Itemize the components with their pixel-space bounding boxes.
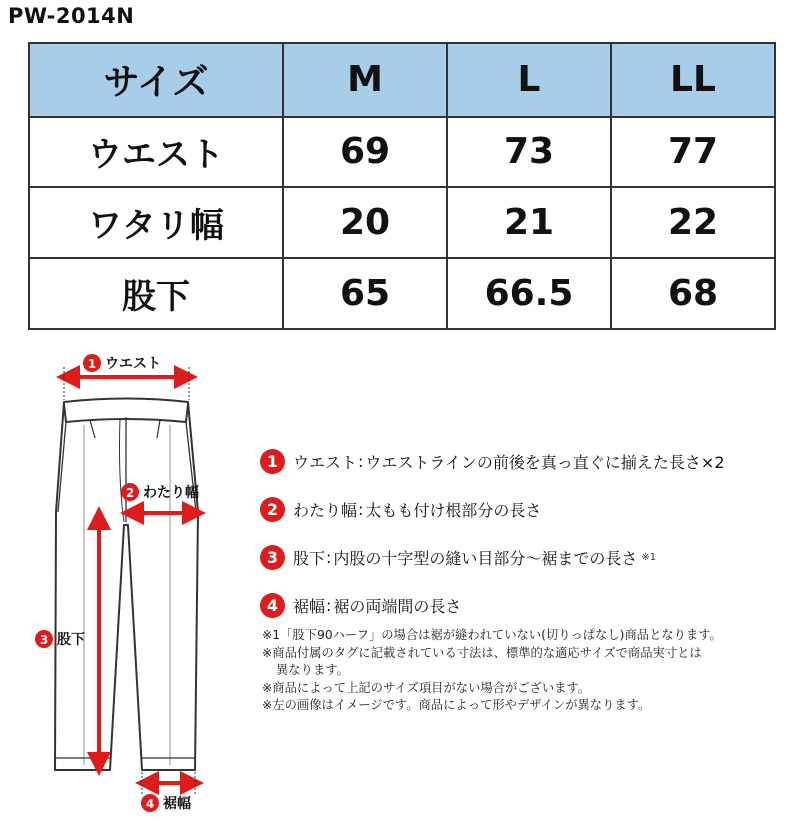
list-item <box>260 496 790 522</box>
diagram-label-waist: ウエスト <box>105 356 161 372</box>
table-cell: 65 <box>283 258 447 329</box>
table-cell: 66.5 <box>447 258 611 329</box>
note-line: ※1「股下90ハーフ」の場合は裾が縫われていない(切りっぱなし)商品となります。 <box>262 628 722 642</box>
number-3-icon: 3 <box>260 545 285 570</box>
note-line: ※左の画像はイメージです。商品によって形やデザインが異なります。 <box>262 698 651 712</box>
table-cell: 68 <box>611 258 775 329</box>
list-item <box>260 544 790 570</box>
legend-term: ウエスト <box>293 452 358 472</box>
legend-description: 裾の両端間の長さ <box>333 596 462 616</box>
notes <box>262 627 782 715</box>
size-table <box>28 42 776 330</box>
diagram-label-thigh: わたり幅 <box>143 485 199 501</box>
note-line: ※商品付属のタグに記載されている寸法は、標準的な適応サイズで商品実寸とは <box>262 645 702 660</box>
row-label-thigh: ワタリ幅 <box>29 187 283 258</box>
row-label-inseam: 股下 <box>29 258 283 329</box>
table-cell: 69 <box>283 117 447 188</box>
legend-term: 裾幅 <box>293 596 326 616</box>
legend-separator: : <box>326 547 332 567</box>
measurement-legend <box>260 448 790 640</box>
number-1-icon: 1 <box>260 449 285 474</box>
diagram-label-inseam: 股下 <box>57 632 85 648</box>
list-item <box>260 592 790 618</box>
diagram-label-hem: 裾幅 <box>163 796 191 812</box>
footnote-mark: ※1 <box>641 551 657 563</box>
size-table-header-row <box>29 43 775 117</box>
legend-term: 股下 <box>293 548 326 568</box>
list-item <box>260 448 790 474</box>
table-row-inseam <box>29 258 775 329</box>
badge-2-num: 2 <box>125 486 135 500</box>
header-size-m: M <box>283 43 447 117</box>
legend-separator: : <box>358 499 364 519</box>
row-label-waist: ウエスト <box>29 117 283 188</box>
legend-separator: : <box>358 451 364 471</box>
badge-1-num: 1 <box>87 357 97 371</box>
legend-term: わたり幅 <box>293 500 358 520</box>
legend-description: ウエストラインの前後を真っ直ぐに揃えた長さ×2 <box>365 452 725 472</box>
header-size-label: サイズ <box>29 43 283 117</box>
table-cell: 73 <box>447 117 611 188</box>
pants-measurement-diagram <box>0 345 250 825</box>
header-size-ll: LL <box>611 43 775 117</box>
number-2-icon: 2 <box>260 497 285 522</box>
badge-3-num: 3 <box>39 633 49 647</box>
badge-4-num: 4 <box>145 797 155 811</box>
pants-icon <box>55 399 198 771</box>
product-code: PW-2014N <box>8 4 135 28</box>
header-size-l: L <box>447 43 611 117</box>
note-line: 異なります。 <box>276 663 349 677</box>
table-cell: 20 <box>283 187 447 258</box>
number-4-icon: 4 <box>260 593 285 618</box>
table-cell: 77 <box>611 117 775 188</box>
legend-description: 太もも付け根部分の長さ <box>365 500 542 520</box>
table-row-thigh <box>29 187 775 258</box>
table-cell: 22 <box>611 187 775 258</box>
table-cell: 21 <box>447 187 611 258</box>
note-line: ※商品によって上記のサイズ項目がない場合がございます。 <box>262 680 591 695</box>
legend-description: 内股の十字型の縫い目部分〜裾までの長さ <box>333 548 638 568</box>
legend-separator: : <box>326 595 332 615</box>
table-row-waist <box>29 117 775 188</box>
